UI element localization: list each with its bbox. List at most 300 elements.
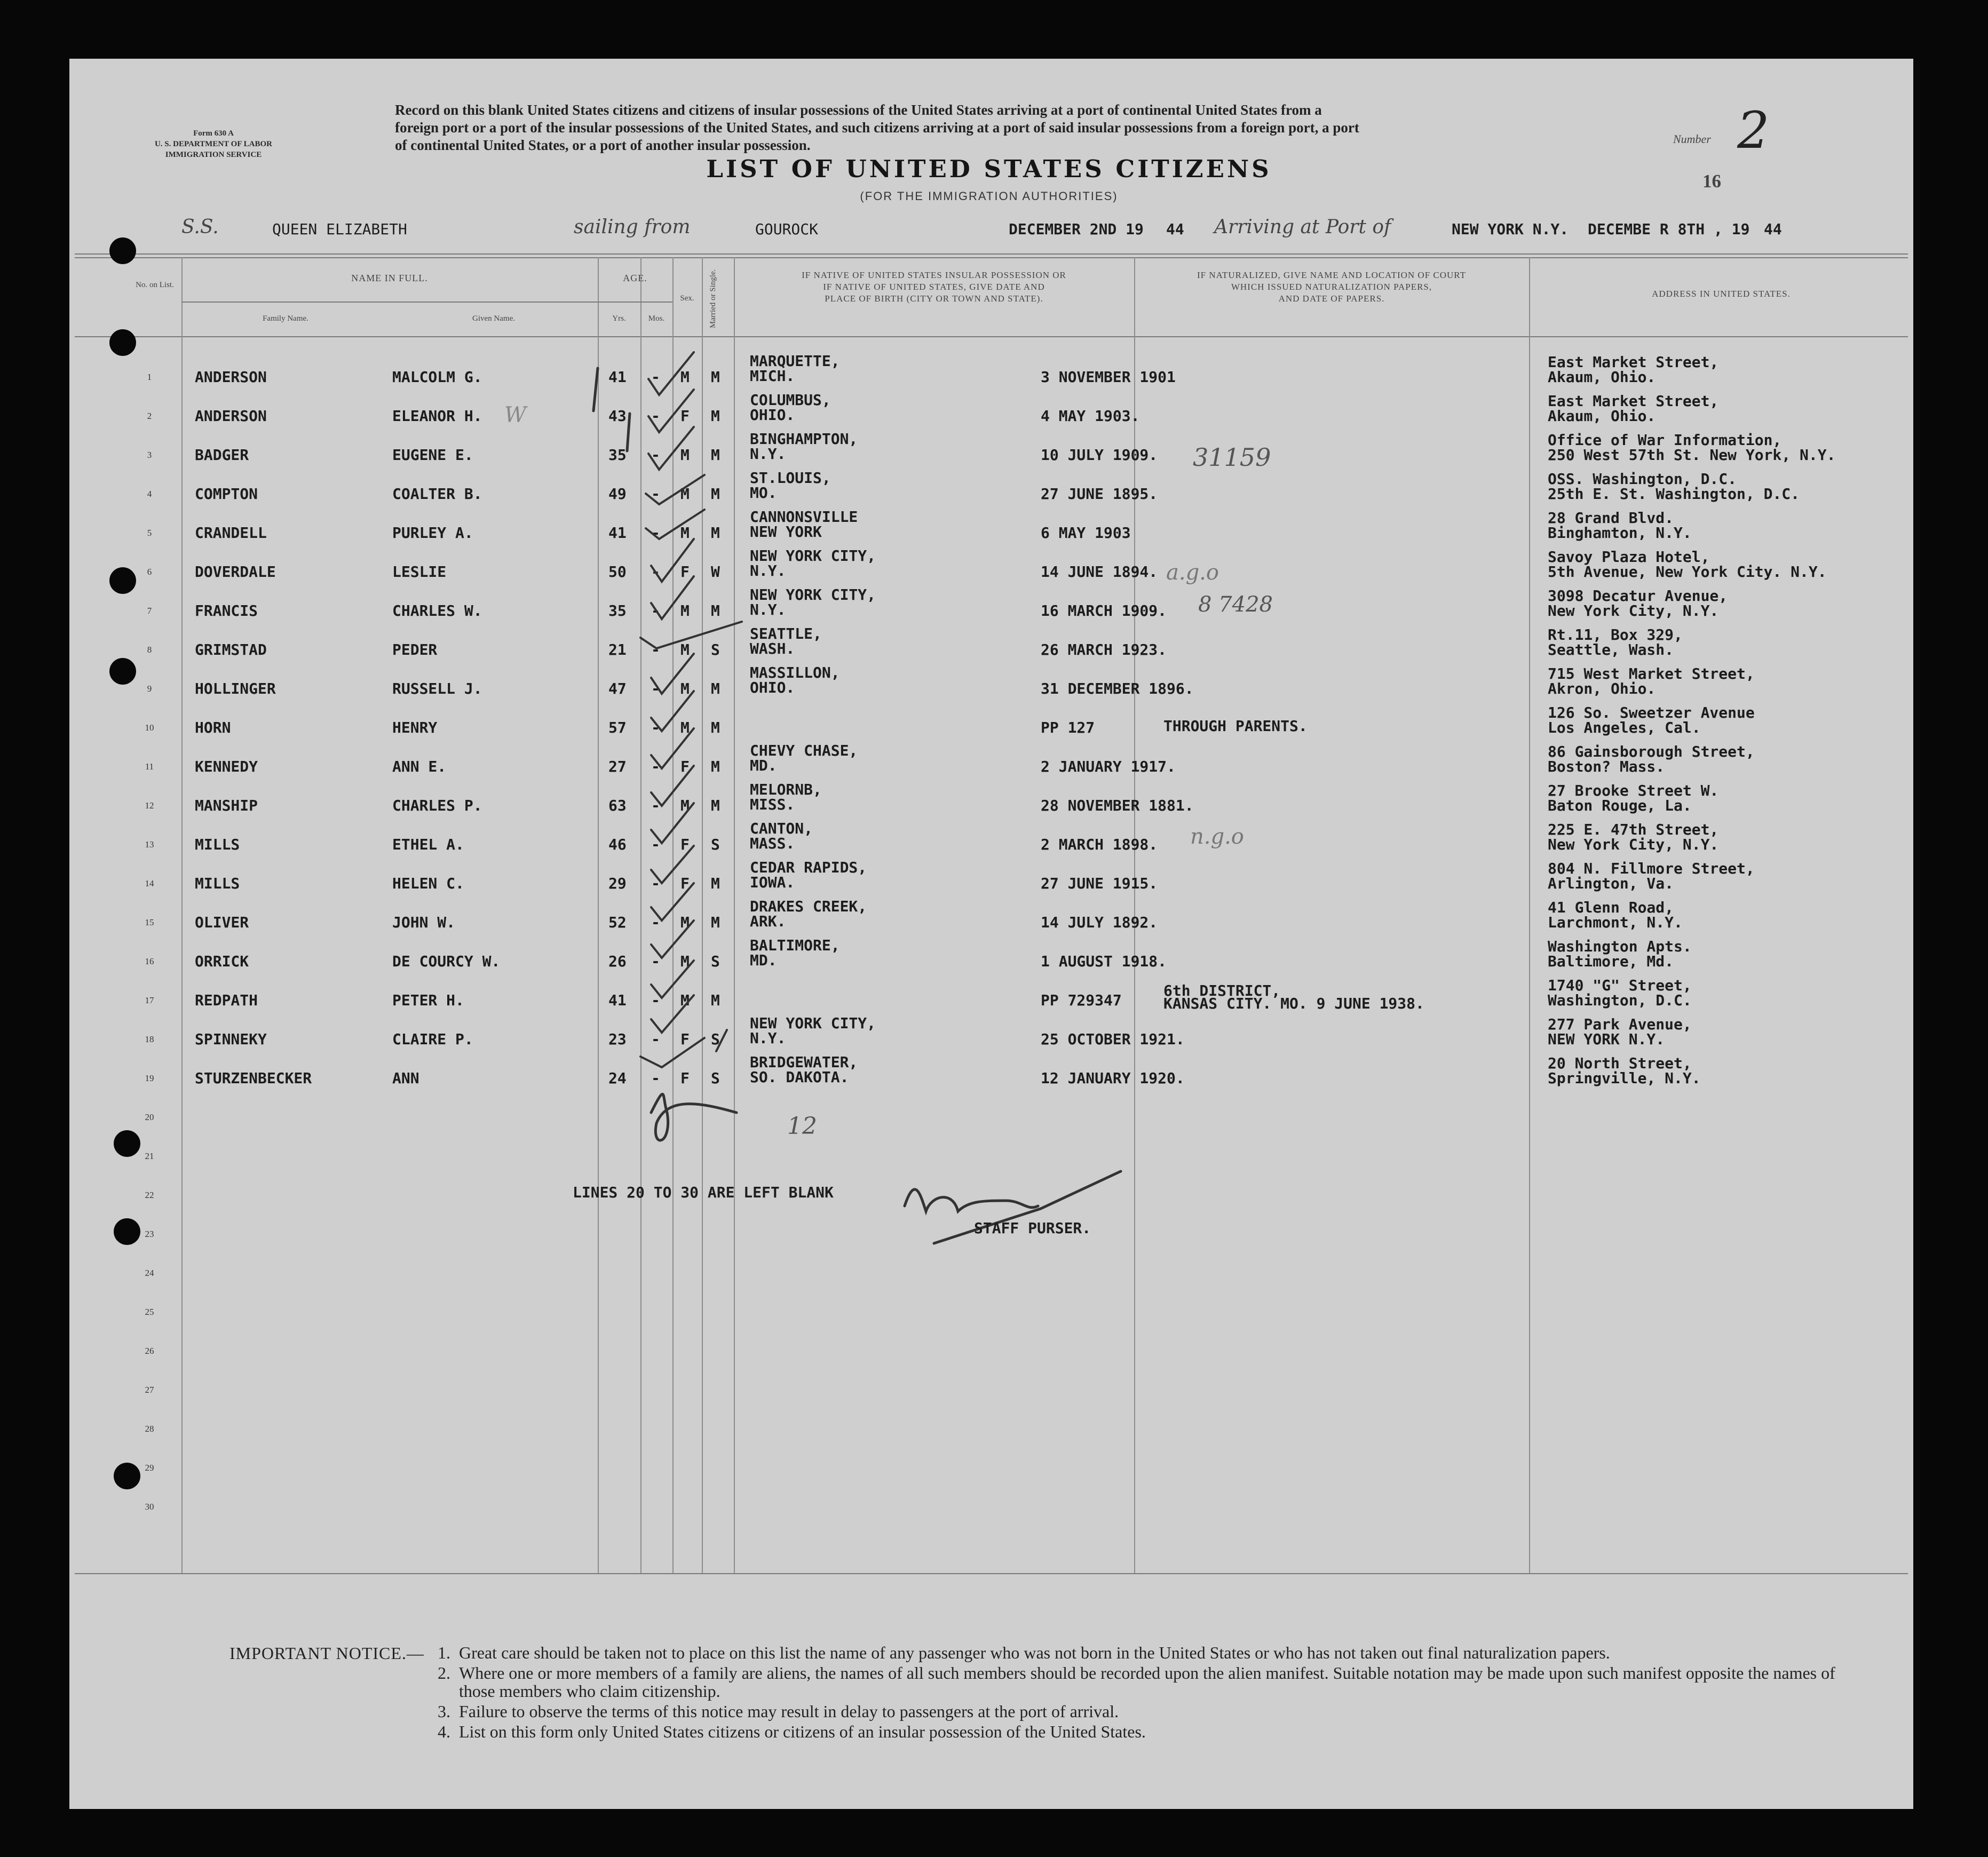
age-months: - [651, 836, 660, 853]
age-years: 57 [608, 719, 627, 736]
address-line2: Arlington, Va. [1548, 875, 1674, 892]
sex: M [680, 719, 690, 736]
marital-status: W [711, 563, 720, 581]
instruction-line: Record on this blank United States citizens and citizens of insular possessions of the United States arriving at a port of continental United States from a [395, 102, 1322, 118]
birth-date: 16 MARCH 1909. [1041, 602, 1167, 620]
sex: M [680, 602, 690, 620]
address-line1: 20 North Street, [1548, 1054, 1692, 1072]
birth-place-line1: BALTIMORE, [750, 937, 840, 954]
row-number: 12 [145, 800, 154, 811]
sex: M [680, 524, 690, 542]
number-value: 2 [1737, 101, 1770, 160]
row-number: 9 [147, 684, 152, 694]
departure-date: DECEMBER 2ND 19 [1009, 220, 1144, 238]
row-number: 4 [147, 489, 152, 499]
sex: M [680, 797, 690, 814]
handwritten-mark: a.g.o [1166, 560, 1219, 585]
arrival-port: NEW YORK N.Y. [1452, 220, 1569, 238]
address-line1: 715 West Market Street, [1548, 665, 1755, 683]
birth-place-line1: BINGHAMPTON, [750, 430, 858, 448]
binder-hole [114, 1218, 140, 1245]
address-line1: Rt.11, Box 329, [1548, 626, 1683, 644]
row-number: 3 [147, 450, 152, 460]
form-department: U. S. DEPARTMENT OF LABOR [154, 140, 273, 148]
birth-place-line1: NEW YORK CITY, [750, 1014, 876, 1032]
address-line1: 86 Gainsborough Street, [1548, 743, 1755, 760]
address-line2: Akaum, Ohio. [1548, 368, 1656, 386]
empty-row-number: 23 [145, 1229, 154, 1239]
address-line2: Seattle, Wash. [1548, 641, 1674, 658]
binder-hole [114, 1463, 140, 1489]
ship-name: QUEEN ELIZABETH [272, 220, 407, 238]
birth-date: 14 JULY 1892. [1041, 914, 1158, 931]
sex: F [680, 407, 690, 425]
age-months: - [651, 1069, 660, 1087]
row-number: 13 [145, 839, 154, 850]
address-line1: 28 Grand Blvd. [1548, 509, 1674, 527]
sex: M [680, 446, 690, 464]
notice-item [438, 1643, 1873, 1662]
age-months: - [651, 524, 660, 542]
age-years: 41 [608, 368, 627, 386]
age-months: - [651, 368, 660, 386]
given-name: CHARLES P. [392, 797, 482, 814]
age-years: 41 [608, 991, 627, 1009]
birth-place-line1: CANNONSVILLE [750, 508, 858, 526]
notice-item-text: Great care should be taken not to place on this list the name of any passenger who was not born in the United States or who has not taken out final naturalization papers. [459, 1643, 1610, 1662]
family-name: ORRICK [195, 953, 249, 970]
age-months: - [651, 797, 660, 814]
handwritten-mark: 31159 [1193, 443, 1271, 472]
given-name: MALCOLM G. [392, 368, 482, 386]
birth-date: 27 JUNE 1895. [1041, 485, 1158, 503]
sex: M [680, 914, 690, 931]
given-name: LESLIE [392, 563, 447, 581]
given-name: ANN E. [392, 758, 447, 775]
header-name-in-full: NAME IN FULL. [351, 273, 428, 283]
notice-item [438, 1702, 1873, 1721]
birth-date: 1 AUGUST 1918. [1041, 953, 1167, 970]
age-years: 24 [608, 1069, 627, 1087]
header-naturalized-line: AND DATE OF PAPERS. [1278, 293, 1385, 304]
notice-item-number: 2. [438, 1663, 450, 1683]
address-line1: 41 Glenn Road, [1548, 899, 1674, 916]
birth-date: PP 729347 [1041, 991, 1122, 1009]
given-name: CHARLES W. [392, 602, 482, 620]
family-name: KENNEDY [195, 758, 258, 775]
header-yrs: Yrs. [612, 314, 626, 323]
age-months: - [651, 991, 660, 1009]
age-months: - [651, 563, 660, 581]
header-birth-line: IF NATIVE OF UNITED STATES INSULAR POSSESSION OR [802, 270, 1066, 280]
address-line2: Baton Rouge, La. [1548, 797, 1692, 814]
sex: M [680, 368, 690, 386]
header-naturalized-line: IF NATURALIZED, GIVE NAME AND LOCATION OF COURT [1197, 270, 1467, 280]
age-months: - [651, 914, 660, 931]
sex: M [680, 680, 690, 697]
birth-place-line2: N.Y. [750, 1029, 786, 1047]
marital-status: M [711, 719, 720, 736]
number-label: Number [1673, 132, 1711, 146]
sex: F [680, 1030, 690, 1048]
blank-lines-note: LINES 20 TO 30 ARE LEFT BLANK [573, 1184, 834, 1201]
row-number: 18 [145, 1034, 154, 1044]
birth-place-line2: N.Y. [750, 562, 786, 580]
page-subtitle: (FOR THE IMMIGRATION AUTHORITIES) [860, 189, 1118, 203]
given-name: PURLEY A. [392, 524, 473, 542]
binder-hole [109, 329, 136, 356]
birth-place-line2: MISS. [750, 796, 795, 813]
given-name: ELEANOR H. [392, 407, 482, 425]
header-address: ADDRESS IN UNITED STATES. [1652, 289, 1791, 299]
arrival-date: DECEMBE R 8TH , 19 [1588, 220, 1750, 238]
birth-place-line2: N.Y. [750, 601, 786, 618]
address-line2: Baltimore, Md. [1548, 953, 1674, 970]
address-line2: New York City, N.Y. [1548, 602, 1719, 620]
marital-status: S [711, 1069, 720, 1087]
row-number: 1 [147, 372, 152, 382]
birth-date: 14 JUNE 1894. [1041, 563, 1158, 581]
age-months: - [651, 602, 660, 620]
age-years: 50 [608, 563, 627, 581]
address-line1: 126 So. Sweetzer Avenue [1548, 704, 1755, 721]
empty-row-number: 21 [145, 1151, 154, 1161]
birth-place-line2: N.Y. [750, 445, 786, 463]
address-line1: 277 Park Avenue, [1548, 1015, 1692, 1033]
notice-item-text: Where one or more members of a family are aliens, the names of all such members should be recorded upon the alien manifest. Suitable notation may be made upon such manifest opposite the names of those members who claim citizenship. [459, 1663, 1835, 1701]
row-number: 8 [147, 645, 152, 655]
row-number: 15 [145, 917, 154, 927]
given-name: ANN [392, 1069, 419, 1087]
address-line2: 5th Avenue, New York City. N.Y. [1548, 563, 1827, 581]
sex: F [680, 563, 690, 581]
address-line1: Savoy Plaza Hotel, [1548, 548, 1710, 566]
age-years: 63 [608, 797, 627, 814]
marital-status: S [711, 836, 720, 853]
row-number: 2 [147, 411, 152, 421]
birth-place-line1: DRAKES CREEK, [750, 898, 867, 915]
binder-hole [109, 658, 136, 685]
birth-place-line2: MICH. [750, 367, 795, 385]
given-name: DE COURCY W. [392, 953, 501, 970]
empty-row-number: 29 [145, 1463, 154, 1473]
naturalization-line2: KANSAS CITY. MO. 9 JUNE 1938. [1163, 995, 1424, 1012]
header-birth-line: IF NATIVE OF UNITED STATES, GIVE DATE AND [823, 282, 1045, 292]
birth-place-line1: CANTON, [750, 820, 813, 837]
address-line2: 25th E. St. Washington, D.C. [1548, 485, 1800, 503]
age-years: 49 [608, 485, 627, 503]
address-line2: Boston? Mass. [1548, 758, 1665, 775]
marital-status: M [711, 524, 720, 542]
marital-status: M [711, 407, 720, 425]
notice-item [438, 1663, 1873, 1701]
handwritten-mark: 12 [787, 1113, 817, 1140]
age-years: 41 [608, 524, 627, 542]
birth-place-line1: MELORNB, [750, 781, 822, 798]
age-years: 35 [608, 602, 627, 620]
given-name: ETHEL A. [392, 836, 464, 853]
sex: F [680, 1069, 690, 1087]
given-name: COALTER B. [392, 485, 482, 503]
address-line1: 1740 "G" Street, [1548, 977, 1692, 994]
family-name: HORN [195, 719, 231, 736]
ss-label: S.S. [181, 216, 219, 238]
birth-place-line1: COLUMBUS, [750, 391, 831, 409]
address-line2: NEW YORK N.Y. [1548, 1030, 1665, 1048]
age-years: 21 [608, 641, 627, 658]
header-mos: Mos. [648, 314, 665, 323]
departure-year: 44 [1166, 220, 1184, 238]
family-name: FRANCIS [195, 602, 258, 620]
birth-place-line2: OHIO. [750, 406, 795, 424]
family-name: GRIMSTAD [195, 641, 267, 658]
empty-row-number: 30 [145, 1502, 154, 1512]
birth-place-line1: MASSILLON, [750, 664, 840, 681]
notice-item-number: 4. [438, 1722, 450, 1741]
age-months: - [651, 407, 660, 425]
empty-row-number: 25 [145, 1307, 154, 1317]
handwriting-strokes [69, 59, 1913, 1809]
birth-place-line2: NEW YORK [750, 523, 822, 541]
naturalization-line1: THROUGH PARENTS. [1163, 717, 1308, 735]
address-line2: Los Angeles, Cal. [1548, 719, 1701, 736]
handwritten-mark: n.g.o [1190, 824, 1244, 849]
given-name: JOHN W. [392, 914, 456, 931]
notice-item-text: List on this form only United States citizens or citizens of an insular possession of the United States. [459, 1722, 1146, 1741]
header-sex: Sex. [680, 294, 694, 303]
birth-place-line1: ST.LOUIS, [750, 469, 831, 487]
address-line1: 804 N. Fillmore Street, [1548, 860, 1755, 877]
header-family-name: Family Name. [263, 314, 308, 323]
family-name: REDPATH [195, 991, 258, 1009]
page-number: 16 [1702, 171, 1721, 192]
birth-place-line2: WASH. [750, 640, 795, 657]
family-name: MANSHIP [195, 797, 258, 814]
given-name: CLAIRE P. [392, 1030, 473, 1048]
age-months: - [651, 953, 660, 970]
marital-status: M [711, 368, 720, 386]
manifest-page [69, 59, 1913, 1809]
marital-status: M [711, 991, 720, 1009]
address-line1: 225 E. 47th Street, [1548, 821, 1719, 838]
given-name: HENRY [392, 719, 438, 736]
instruction-line: of continental United States, or a port of another insular possession. [395, 137, 811, 153]
address-line1: East Market Street, [1548, 353, 1719, 371]
family-name: HOLLINGER [195, 680, 276, 697]
age-years: 35 [608, 446, 627, 464]
notice-item-number: 1. [438, 1643, 450, 1662]
sex: M [680, 485, 690, 503]
birth-place-line2: SO. DAKOTA. [750, 1068, 849, 1086]
family-name: CRANDELL [195, 524, 267, 542]
row-number: 5 [147, 528, 152, 538]
birth-date: 12 JANUARY 1920. [1041, 1069, 1185, 1087]
marital-status: M [711, 446, 720, 464]
header-given-name: Given Name. [472, 314, 515, 323]
birth-place-line2: OHIO. [750, 679, 795, 696]
age-years: 43 [608, 407, 627, 425]
marital-status: S [711, 641, 720, 658]
birth-place-line2: MD. [750, 757, 777, 774]
given-name: PEDER [392, 641, 438, 658]
age-years: 46 [608, 836, 627, 853]
age-months: - [651, 1030, 660, 1048]
birth-place-line2: MD. [750, 951, 777, 969]
instruction-line: foreign port or a port of the insular possessions of the United States, and such citizens arriving at a port of said insular possessions from a foreign port, a port [395, 120, 1359, 136]
address-line2: New York City, N.Y. [1548, 836, 1719, 853]
empty-row-number: 24 [145, 1268, 154, 1278]
empty-row-number: 20 [145, 1112, 154, 1122]
empty-row-number: 26 [145, 1346, 154, 1356]
birth-date: 31 DECEMBER 1896. [1041, 680, 1194, 697]
empty-row-number: 28 [145, 1424, 154, 1434]
marital-status: M [711, 602, 720, 620]
header-age: AGE. [623, 273, 647, 283]
family-name: MILLS [195, 836, 240, 853]
address-line2: 250 West 57th St. New York, N.Y. [1548, 446, 1836, 464]
row-number: 14 [145, 878, 154, 888]
row-number: 6 [147, 567, 152, 577]
empty-row-number: 27 [145, 1385, 154, 1395]
naturalization-line1: 6th DISTRICT, [1163, 982, 1281, 999]
handwritten-mark: 8 7428 [1198, 592, 1273, 617]
arriving-label: Arriving at Port of [1214, 216, 1391, 238]
given-name: PETER H. [392, 991, 464, 1009]
row-number: 11 [145, 761, 154, 772]
sex: M [680, 991, 690, 1009]
address-line1: 27 Brooke Street W. [1548, 782, 1719, 799]
row-number: 17 [145, 995, 154, 1005]
family-name: DOVERDALE [195, 563, 276, 581]
family-name: BADGER [195, 446, 249, 464]
marital-status: M [711, 797, 720, 814]
sex: F [680, 836, 690, 853]
address-line2: Binghamton, N.Y. [1548, 524, 1692, 542]
birth-place-line2: ARK. [750, 912, 786, 930]
header-naturalized-line: WHICH ISSUED NATURALIZATION PAPERS, [1231, 282, 1432, 292]
staff-purser-label: STAFF PURSER. [974, 1219, 1091, 1237]
address-line2: Springville, N.Y. [1548, 1069, 1701, 1087]
notice-label: IMPORTANT NOTICE.— [229, 1644, 424, 1663]
sex: F [680, 758, 690, 775]
age-months: - [651, 446, 660, 464]
marital-status: M [711, 758, 720, 775]
header-no-on-list: No. on List. [136, 281, 174, 289]
row-number: 7 [147, 606, 152, 616]
marital-status: S [711, 953, 720, 970]
birth-place-line1: NEW YORK CITY, [750, 547, 876, 565]
marital-status: S [711, 1030, 720, 1048]
binder-hole [114, 1130, 140, 1157]
address-line2: Akaum, Ohio. [1548, 407, 1656, 425]
binder-hole [109, 567, 136, 594]
empty-row-number: 22 [145, 1190, 154, 1200]
birth-place-line2: MO. [750, 484, 777, 502]
birth-place-line2: MASS. [750, 835, 795, 852]
marital-status: M [711, 680, 720, 697]
age-years: 26 [608, 953, 627, 970]
row-number: 16 [145, 956, 154, 966]
given-name: EUGENE E. [392, 446, 473, 464]
row-number: 19 [145, 1073, 154, 1083]
age-months: - [651, 485, 660, 503]
address-line2: Akron, Ohio. [1548, 680, 1656, 697]
family-name: ANDERSON [195, 407, 267, 425]
address-line1: 3098 Decatur Avenue, [1548, 587, 1728, 605]
age-years: 52 [608, 914, 627, 931]
notice-item-text: Failure to observe the terms of this notice may result in delay to passengers at the port of arrival. [459, 1702, 1119, 1721]
sex: M [680, 953, 690, 970]
address-line1: Washington Apts. [1548, 938, 1692, 955]
form-number: Form 630 A [193, 129, 234, 138]
marital-status: M [711, 875, 720, 892]
binder-hole [109, 237, 136, 264]
birth-date: PP 127 [1041, 719, 1095, 736]
address-line1: East Market Street, [1548, 392, 1719, 410]
given-name: HELEN C. [392, 875, 464, 892]
age-years: 23 [608, 1030, 627, 1048]
given-name: RUSSELL J. [392, 680, 482, 697]
arrival-year: 44 [1764, 220, 1782, 238]
sailing-from-label: sailing from [574, 216, 691, 238]
marital-status: M [711, 914, 720, 931]
notice-item [438, 1722, 1873, 1741]
header-married-or-single: Married or Single. [709, 269, 717, 329]
family-name: COMPTON [195, 485, 258, 503]
birth-place-line1: BRIDGEWATER, [750, 1053, 858, 1071]
birth-date: 10 JULY 1909. [1041, 446, 1158, 464]
age-months: - [651, 875, 660, 892]
family-name: ANDERSON [195, 368, 267, 386]
birth-place-line1: NEW YORK CITY, [750, 586, 876, 604]
family-name: MILLS [195, 875, 240, 892]
birth-place-line1: SEATTLE, [750, 625, 822, 642]
departure-port: GOUROCK [755, 220, 819, 238]
address-line1: Office of War Information, [1548, 431, 1782, 449]
address-line1: OSS. Washington, D.C. [1548, 470, 1737, 488]
header-birth-line: PLACE OF BIRTH (CITY OR TOWN AND STATE). [825, 293, 1043, 304]
birth-date: 28 NOVEMBER 1881. [1041, 797, 1194, 814]
handwritten-mark: W [504, 403, 527, 427]
notice-item-number: 3. [438, 1702, 450, 1721]
birth-place-line2: IOWA. [750, 874, 795, 891]
birth-place-line1: CEDAR RAPIDS, [750, 859, 867, 876]
birth-date: 2 MARCH 1898. [1041, 836, 1158, 853]
page-title: LIST OF UNITED STATES CITIZENS [706, 155, 1272, 183]
family-name: STURZENBECKER [195, 1069, 312, 1087]
birth-date: 26 MARCH 1923. [1041, 641, 1167, 658]
age-years: 47 [608, 680, 627, 697]
age-months: - [651, 680, 660, 697]
birth-date: 27 JUNE 1915. [1041, 875, 1158, 892]
birth-date: 6 MAY 1903 [1041, 524, 1131, 542]
birth-date: 3 NOVEMBER 1901 [1041, 368, 1176, 386]
age-months: - [651, 758, 660, 775]
marital-status: M [711, 485, 720, 503]
birth-date: 2 JANUARY 1917. [1041, 758, 1176, 775]
age-months: - [651, 719, 660, 736]
birth-place-line1: CHEVY CHASE, [750, 742, 858, 759]
birth-place-line1: MARQUETTE, [750, 352, 840, 370]
family-name: SPINNEKY [195, 1030, 267, 1048]
birth-date: 4 MAY 1903. [1041, 407, 1140, 425]
birth-date: 25 OCTOBER 1921. [1041, 1030, 1185, 1048]
address-line2: Larchmont, N.Y. [1548, 914, 1683, 931]
age-months: - [651, 641, 660, 658]
sex: F [680, 875, 690, 892]
form-service: IMMIGRATION SERVICE [165, 150, 262, 159]
row-number: 10 [145, 723, 154, 733]
